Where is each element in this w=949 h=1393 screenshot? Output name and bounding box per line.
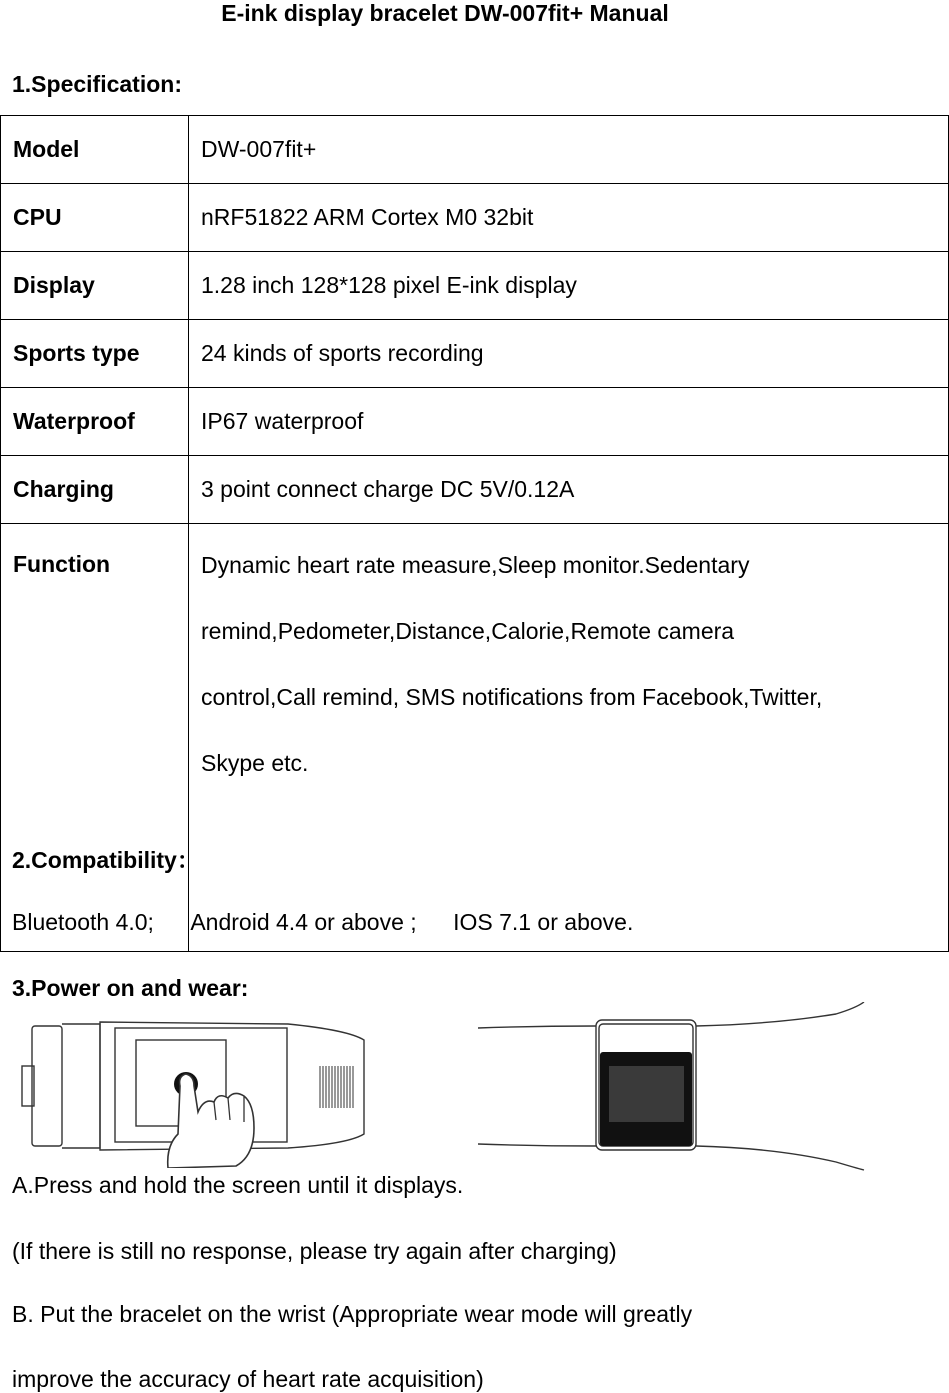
power-on-heading: 3.Power on and wear: [12,975,249,1001]
step-b-line-1: B. Put the bracelet on the wrist (Appropriate wear mode will greatly [12,1301,693,1327]
step-b-line-2: improve the accuracy of heart rate acquisition) [12,1366,484,1392]
specification-table [0,115,949,952]
hand-icon [168,1074,254,1168]
spec-key: Charging [1,456,189,524]
step-a-text: A.Press and hold the screen until it displays. [12,1172,464,1198]
manual-title: E-ink display bracelet DW-007fit+ Manual [221,0,669,26]
spec-row-cpu [1,184,949,252]
spec-row-waterproof [1,388,949,456]
bracelet-clasp [32,1026,62,1146]
function-line: Dynamic heart rate measure,Sleep monitor.Sedentary [201,552,750,578]
spec-key: Display [1,252,189,320]
compatibility-heading: 2.Compatibility： [12,847,200,873]
bracelet-press-illustration [18,1016,368,1168]
spec-key: Model [1,116,189,184]
spec-row-charging [1,456,949,524]
compatibility-list [12,908,633,936]
specification-heading: 1.Specification: [12,71,182,97]
spec-value: nRF51822 ARM Cortex M0 32bit [189,184,949,252]
function-line: control,Call remind, SMS notifications from Facebook,Twitter, [201,684,823,710]
spec-row-sports-type [1,320,949,388]
spec-value: 1.28 inch 128*128 pixel E-ink display [189,252,949,320]
spec-key: CPU [1,184,189,252]
spec-key: Function [1,524,189,952]
spec-value: IP67 waterproof [189,388,949,456]
spec-row-model [1,116,949,184]
spec-key: Sports type [1,320,189,388]
spec-value: 3 point connect charge DC 5V/0.12A [189,456,949,524]
strap-bottom [478,1144,864,1170]
spec-row-display [1,252,949,320]
function-line: Skype etc. [201,750,309,776]
compat-bluetooth: Bluetooth 4.0; [12,909,154,935]
function-line: remind,Pedometer,Distance,Calorie,Remote camera [201,618,735,644]
compat-ios: IOS 7.1 or above. [453,909,634,935]
step-a-note: (If there is still no response, please try again after charging) [12,1238,617,1264]
spec-value: DW-007fit+ [189,116,949,184]
watch-screen [609,1066,684,1122]
bracelet-wear-illustration [476,1002,868,1172]
spec-value: 24 kinds of sports recording [189,320,949,388]
spec-row-function [1,524,949,952]
compat-android: Android 4.4 or above ; [190,909,417,935]
spec-value [189,524,949,952]
spec-key: Waterproof [1,388,189,456]
